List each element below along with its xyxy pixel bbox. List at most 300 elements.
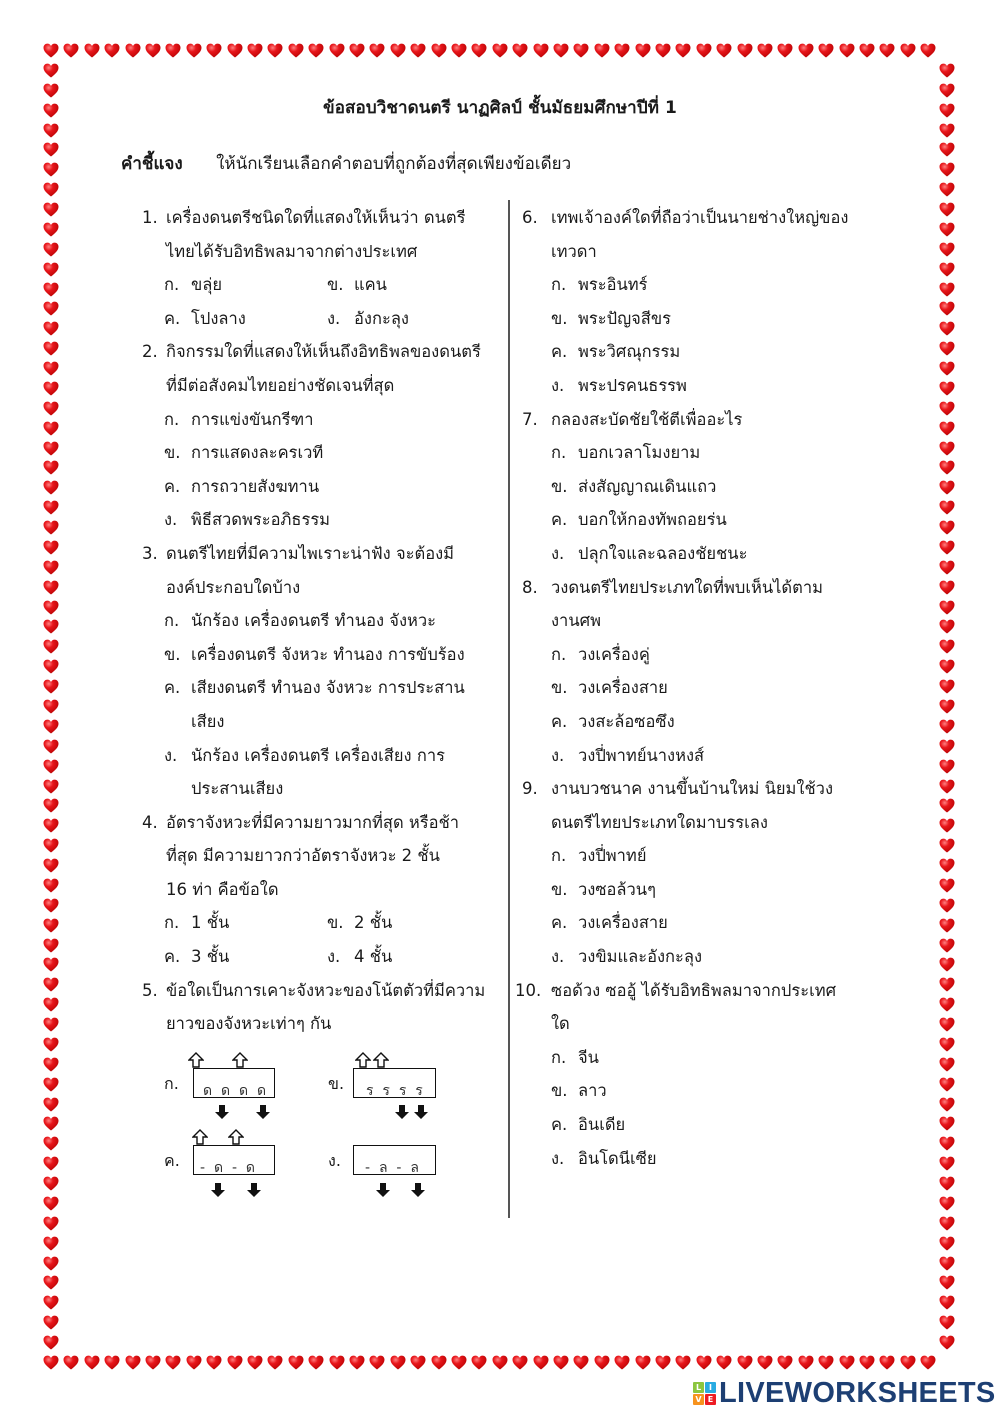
option-letter: ข. [551,476,568,496]
answer-option[interactable] [327,940,490,974]
answer-option[interactable] [522,638,902,672]
heart-icon [43,341,59,356]
answer-option[interactable] [522,436,902,470]
question-text: งานบวชนาค งานขึ้นบ้านใหม่ นิยมใช้วง [551,779,833,799]
question-text: ที่มีต่อสังคมไทยอย่างชัดเจนที่สุด [166,375,395,395]
heart-icon [939,838,955,853]
heart-icon [939,580,955,595]
heart-icon [451,43,467,58]
heart-icon [939,1335,955,1350]
option-text: วงขิมและอังกะลุง [578,947,703,967]
option-text: นักร้อง เครื่องดนตรี เครื่องเสียง การ [191,745,445,765]
heart-icon [267,43,283,58]
heart-icon [939,460,955,475]
heart-icon [737,1355,753,1370]
instructions [121,150,571,177]
option-text: 2 ชั้น [354,913,393,933]
question-text: ดนตรีไทยประเภทใดมาบรรเลง [551,812,768,832]
heart-icon [43,600,59,615]
logo-tile: L [693,1382,704,1393]
heart-icon [939,1196,955,1211]
heart-icon [308,43,324,58]
heart-icon [43,480,59,495]
heart-icon [369,1355,385,1370]
option-letter: ค. [164,476,181,496]
heart-icon [43,202,59,217]
heart-icon [798,43,814,58]
heart-icon [43,142,59,157]
heart-icon [43,1295,59,1310]
option-letter: ง. [164,745,178,765]
answer-option[interactable] [142,436,507,470]
heart-icon [939,858,955,873]
heart-icon [939,282,955,297]
answer-option[interactable] [522,302,902,336]
question-number: 7. [522,409,538,429]
heart-icon [939,341,955,356]
option-letter: ก. [551,846,567,866]
answer-option[interactable] [522,940,902,974]
heart-icon [288,1355,304,1370]
option-letter: ค. [551,913,568,933]
heart-icon [43,262,59,277]
logo-tile: E [705,1394,716,1405]
option-letter: ง. [164,510,178,530]
heart-icon [777,43,793,58]
heart-icon [43,1136,59,1151]
question-2 [142,335,507,537]
answer-option[interactable] [522,503,902,537]
rhythm-notes: ด ด ด ด [203,1083,267,1099]
heart-icon [939,1295,955,1310]
heart-icon [939,818,955,833]
heart-icon [390,1355,406,1370]
down-arrow-icon [255,1104,271,1120]
option-text: แคน [354,275,387,295]
heart-icon [329,43,345,58]
heart-icon [939,1077,955,1092]
answer-option[interactable] [327,906,490,940]
instructions-label: คำชี้แจง [121,154,183,174]
option-letter: ก. [551,1047,567,1067]
heart-icon [43,719,59,734]
option-letter: ง. [328,1151,341,1170]
heart-icon [939,938,955,953]
question-8 [522,571,902,773]
heart-icon [125,1355,141,1370]
heart-icon [43,301,59,316]
heart-icon [553,1355,569,1370]
heart-icon [247,43,263,58]
answer-option[interactable] [522,839,902,873]
heart-icon [43,838,59,853]
option-text: พระปรคนธรรพ [578,375,687,395]
question-10 [515,974,902,1176]
answer-option[interactable] [522,470,902,504]
option-text: อินเดีย [578,1115,626,1135]
heart-icon [349,1355,365,1370]
option-text: วงปี่พาทย์ [578,846,647,866]
option-text: วงเครื่องคู่ [578,644,650,664]
option-letter: ข. [164,644,181,664]
question-text: ที่สุด มีความยาวกว่าอัตราจังหวะ 2 ชั้น [166,846,440,866]
option-letter: ค. [551,1115,568,1135]
question-1 [142,201,507,335]
heart-icon [43,560,59,575]
heart-icon [43,401,59,416]
heart-icon [939,918,955,933]
option-text: เสียง [191,711,225,731]
heart-icon [43,679,59,694]
heart-icon [939,182,955,197]
answer-option[interactable] [522,1074,902,1108]
option-letter: ง. [551,1148,565,1168]
heart-icon [43,1017,59,1032]
answer-option[interactable] [522,873,902,907]
heart-icon [839,43,855,58]
option-text: อินโดนีเซีย [578,1148,657,1168]
option-text: ลาว [578,1081,607,1101]
heart-icon [43,1216,59,1231]
option-letter: ง. [551,745,565,765]
question-text: ใด [551,1014,570,1034]
heart-icon [390,43,406,58]
option-text: เสียงดนตรี ทำนอง จังหวะ การประสาน [191,678,465,698]
option-letter: ค. [164,1151,180,1170]
down-arrow-icon [375,1182,391,1198]
option-letter: ค. [551,510,568,530]
heart-icon [696,43,712,58]
heart-icon [267,1355,283,1370]
option-letter: ง. [327,947,341,967]
question-text: เทวดา [551,241,597,261]
answer-option[interactable] [164,302,327,336]
question-number: 1. [142,208,158,227]
heart-icon [369,43,385,58]
option-text: เครื่องดนตรี จังหวะ ทำนอง การขับร้อง [191,644,465,664]
option-text: อังกะลุง [354,308,409,328]
heart-icon [594,1355,610,1370]
option-letter: ค. [164,947,181,967]
down-arrow-icon [413,1104,429,1120]
heart-icon [43,520,59,535]
heart-icon [84,1355,100,1370]
question-text: วงดนตรีไทยประเภทใดที่พบเห็นได้ตาม [551,577,823,597]
heart-icon [349,43,365,58]
heart-icon [614,43,630,58]
heart-icon [43,858,59,873]
answer-option[interactable] [142,604,507,638]
answer-option[interactable] [522,369,902,403]
heart-icon [939,1037,955,1052]
question-text: ยาวของจังหวะเท่าๆ กัน [166,1014,332,1034]
heart-icon [879,1355,895,1370]
answer-option[interactable] [522,705,902,739]
left-column [142,201,507,1041]
heart-icon [43,639,59,654]
heart-icon [43,798,59,813]
heart-icon [553,43,569,58]
option-letter: ข. [327,275,344,295]
question-number: 6. [522,208,538,227]
heart-icon [104,43,120,58]
heart-icon [939,977,955,992]
option-letter: ค. [551,711,568,731]
question-number: 9. [522,779,538,799]
question-number: 8. [522,577,538,597]
question-text: กิจกรรมใดที่แสดงให้เห็นถึงอิทธิพลของดนตรี [166,342,481,362]
heart-icon [879,43,895,58]
heart-icon [939,997,955,1012]
heart-icon [43,739,59,754]
heart-icon [43,878,59,893]
question-9 [522,772,902,974]
logo-tile: I [705,1382,716,1393]
option-text: การแข่งขันกรีฑา [191,409,314,429]
up-arrow-icon [373,1052,389,1068]
heart-icon [939,1097,955,1112]
heart-icon [43,321,59,336]
heart-icon [43,460,59,475]
heart-icon [512,43,528,58]
answer-option[interactable] [164,906,327,940]
heart-icon [939,142,955,157]
option-letter: ข. [551,308,568,328]
option-text: พระวิศณุกรรม [578,342,681,362]
heart-icon [939,1136,955,1151]
answer-option[interactable] [164,268,327,302]
heart-icon [451,1355,467,1370]
heart-icon [939,639,955,654]
up-arrow-icon [192,1129,208,1145]
heart-icon [939,540,955,555]
rhythm-notes: ร ร ร ร [366,1083,423,1099]
heart-icon [939,301,955,316]
question-number: 4. [142,812,158,832]
column-divider [508,200,510,1218]
answer-option[interactable] [522,1041,902,1075]
heart-icon [43,540,59,555]
heart-icon [247,1355,263,1370]
heart-icon [206,43,222,58]
rhythm-notes: - ล - ล [365,1160,419,1176]
option-text: วงปี่พาทย์นางหงส์ [578,745,705,765]
option-letter: ก. [551,275,567,295]
answer-option[interactable] [522,1108,902,1142]
answer-option[interactable] [522,906,902,940]
rhythm-notes: - ด - ด [200,1160,255,1176]
heart-icon [939,898,955,913]
down-arrow-icon [410,1182,426,1198]
heart-icon [43,977,59,992]
heart-icon [186,43,202,58]
heart-icon [43,779,59,794]
heart-icon [288,43,304,58]
question-number: 3. [142,543,158,563]
answer-option[interactable] [522,335,902,369]
answer-option[interactable] [522,1142,902,1176]
heart-icon [939,878,955,893]
option-text: ปลุกใจและฉลองชัยชนะ [578,543,748,563]
option-letter: ข. [164,443,181,463]
answer-option[interactable] [327,268,490,302]
answer-option[interactable] [522,268,902,302]
heart-icon [675,1355,691,1370]
heart-icon [43,1097,59,1112]
heart-icon [471,43,487,58]
heart-icon [145,1355,161,1370]
heart-icon [43,938,59,953]
heart-icon [818,1355,834,1370]
heart-icon [512,1355,528,1370]
heart-icon [43,1196,59,1211]
question-text: เครื่องดนตรีชนิดใดที่แสดงให้เห็นว่า ดนตรี [166,208,466,227]
heart-icon [43,282,59,297]
heart-icon [43,619,59,634]
heart-icon [43,361,59,376]
question-number: 10. [515,980,542,1000]
question-text: ไทยได้รับอิทธิพลมาจากต่างประเทศ [166,241,418,261]
heart-icon [63,1355,79,1370]
option-letter: ง. [327,308,341,328]
option-letter: ข. [551,879,568,899]
question-5 [142,974,507,1041]
heart-icon [939,421,955,436]
option-text: ส่งสัญญาณเดินแถว [578,476,717,496]
heart-icon [939,381,955,396]
heart-icon [43,162,59,177]
answer-option[interactable] [142,638,507,672]
heart-icon [939,162,955,177]
heart-icon [939,779,955,794]
heart-icon [939,361,955,376]
answer-option[interactable] [142,671,507,738]
heart-icon [227,1355,243,1370]
heart-icon [939,480,955,495]
option-letter: ง. [551,375,565,395]
heart-icon [939,739,955,754]
heart-icon [431,1355,447,1370]
option-text: พระอินทร์ [578,275,648,295]
heart-icon [43,957,59,972]
heart-icon [939,659,955,674]
heart-icon [939,759,955,774]
heart-icon [635,1355,651,1370]
heart-icon [818,43,834,58]
right-column [515,201,902,1175]
option-text: การแสดงละครเวที [191,443,324,463]
heart-icon [939,600,955,615]
heart-icon [43,1275,59,1290]
heart-icon [696,1355,712,1370]
heart-icon [798,1355,814,1370]
heart-icon [939,520,955,535]
heart-icon [939,1176,955,1191]
heart-icon [43,123,59,138]
heart-icon [939,222,955,237]
heart-icon [471,1355,487,1370]
heart-icon [165,1355,181,1370]
heart-icon [635,43,651,58]
answer-option[interactable] [327,302,490,336]
heart-icon [43,580,59,595]
heart-icon [939,262,955,277]
question-6 [522,201,902,403]
heart-icon [43,421,59,436]
heart-icon [939,1275,955,1290]
answer-option[interactable] [164,940,327,974]
option-text: พระปัญจสีขร [578,308,672,328]
option-letter: ก. [551,644,567,664]
down-arrow-icon [394,1104,410,1120]
option-text: บอกให้กองทัพถอยร่น [578,510,727,530]
heart-icon [939,123,955,138]
option-letter: ง. [551,947,565,967]
heart-icon [43,441,59,456]
heart-icon [206,1355,222,1370]
heart-icon [939,401,955,416]
answer-option[interactable] [522,537,902,571]
heart-icon [939,560,955,575]
option-letter: ก. [164,611,180,631]
heart-icon [939,1315,955,1330]
heart-icon [43,818,59,833]
heart-icon [655,1355,671,1370]
heart-icon [308,1355,324,1370]
heart-icon [920,43,936,58]
page-title-text: ข้อสอบวิชาดนตรี นาฏศิลป์ ชั้นมัธยมศึกษาปีที่ 1 [323,98,677,118]
question-text: กลองสะบัดชัยใช้ตีเพื่ออะไร [551,409,743,429]
answer-option[interactable] [142,503,507,537]
question-text: ข้อใดเป็นการเคาะจังหวะของโน้ตตัวที่มีความ [166,980,486,1000]
option-text: ประสานเสียง [191,779,284,799]
heart-icon [492,1355,508,1370]
answer-option[interactable] [522,739,902,773]
option-text: วงสะล้อซอซึง [578,711,675,731]
answer-option[interactable] [142,470,507,504]
heart-icon [939,242,955,257]
question-number: 5. [142,980,158,1000]
answer-option[interactable] [142,739,507,806]
heart-icon [939,441,955,456]
heart-icon [939,1116,955,1131]
heart-icon [573,43,589,58]
question-3 [142,537,507,806]
heart-icon [939,699,955,714]
heart-icon [329,1355,345,1370]
option-letter: ค. [164,678,181,698]
option-text: โปงลาง [191,308,246,328]
heart-icon [43,182,59,197]
heart-icon [939,1236,955,1251]
option-text: วงเครื่องสาย [578,913,668,933]
question-text: เทพเจ้าองค์ใดที่ถือว่าเป็นนายช่างใหญ่ของ [551,208,849,227]
heart-icon [43,1116,59,1131]
answer-option[interactable] [142,403,507,437]
heart-icon [533,1355,549,1370]
heart-icon [939,63,955,78]
up-arrow-icon [188,1052,204,1068]
answer-option[interactable] [522,671,902,705]
option-text: พิธีสวดพระอภิธรรม [191,510,331,530]
heart-icon [43,43,59,58]
heart-icon [43,1156,59,1171]
option-letter: ก. [164,913,180,933]
heart-icon [939,719,955,734]
heart-icon [43,381,59,396]
option-letter: ข. [551,1081,568,1101]
heart-icon [939,500,955,515]
